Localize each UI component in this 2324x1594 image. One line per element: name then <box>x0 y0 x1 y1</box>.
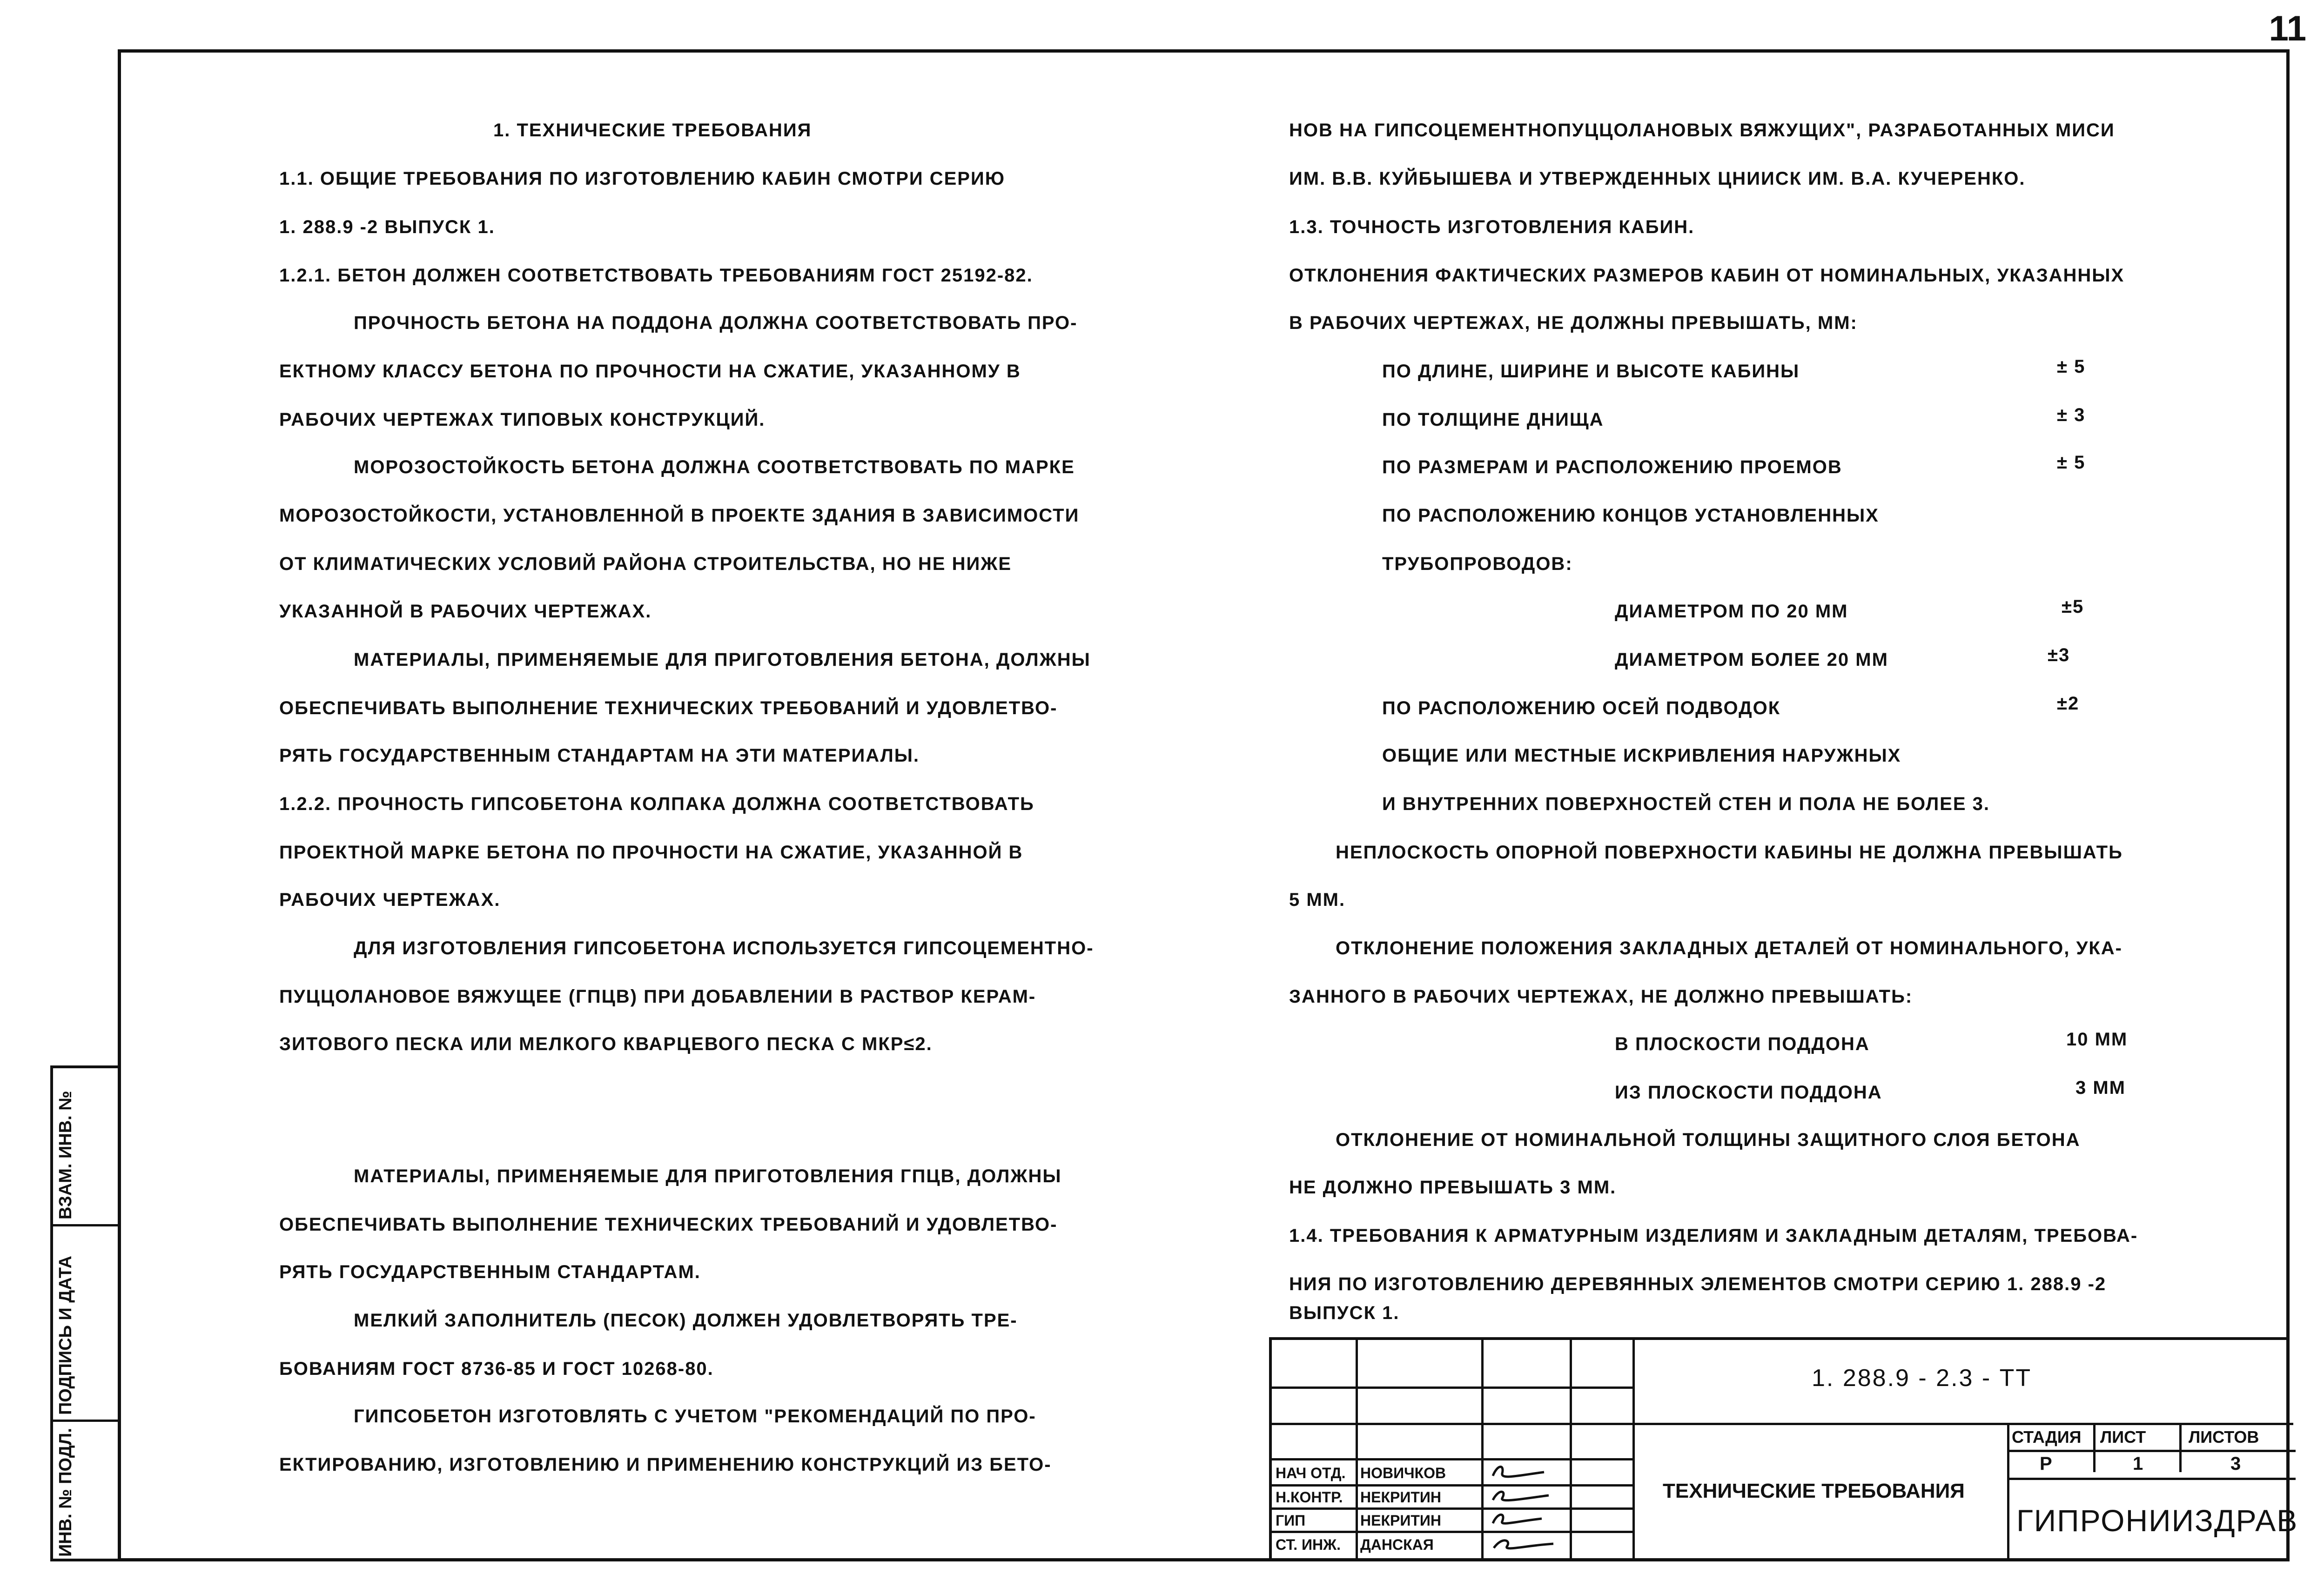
tolerance-value: ±5 <box>2062 596 2084 617</box>
divider <box>2093 1423 2096 1472</box>
tolerance-label: ПО ТОЛЩИНЕ ДНИЩА <box>1382 409 1604 430</box>
side-strip <box>50 1065 118 1561</box>
tolerance-row <box>1615 1082 1882 1103</box>
divider <box>1272 1484 1635 1487</box>
tolerance-label: ПО РАЗМЕРАМ И РАСПОЛОЖЕНИЮ ПРОЕМОВ <box>1382 457 1842 477</box>
tolerance-row <box>1382 554 1573 575</box>
divider <box>2179 1423 2182 1472</box>
tolerance-label: ПО ДЛИНЕ, ШИРИНЕ И ВЫСОТЕ КАБИНЫ <box>1382 361 1800 382</box>
tolerance-row <box>1382 794 1990 815</box>
text-line: 1.1. ОБЩИЕ ТРЕБОВАНИЯ ПО ИЗГОТОВЛЕНИЮ КАБИН СМОТРИ СЕРИЮ <box>279 168 1005 189</box>
tolerance-label: ПО РАСПОЛОЖЕНИЮ ОСЕЙ ПОДВОДОК <box>1382 698 1781 718</box>
sheet-header: ЛИСТ <box>2100 1427 2146 1447</box>
side-label-inv: ИНВ. № ПОДЛ. <box>56 1428 75 1557</box>
divider <box>1356 1340 1358 1559</box>
text-line: РЯТЬ ГОСУДАРСТВЕННЫМ СТАНДАРТАМ. <box>279 1262 701 1282</box>
tolerance-value: ± 5 <box>2057 452 2086 473</box>
stage-value: Р <box>2040 1453 2052 1474</box>
side-cell-vzam <box>53 1068 118 1226</box>
divider <box>1272 1507 1635 1510</box>
text-line: НИЯ ПО ИЗГОТОВЛЕНИЮ ДЕРЕВЯННЫХ ЭЛЕМЕНТОВ СМОТРИ СЕРИЮ 1. 288.9 -2 <box>1289 1274 2107 1294</box>
tolerance-row <box>1382 361 1800 382</box>
text-line: ГИПСОБЕТОН ИЗГОТОВЛЯТЬ С УЧЕТОМ "РЕКОМЕНДАЦИЙ ПО ПРО- <box>354 1406 1036 1427</box>
divider <box>1632 1340 1635 1559</box>
text-line: ИМ. В.В. КУЙБЫШЕВА И УТВЕРЖДЕННЫХ ЦНИИСК ИМ. В.А. КУЧЕРЕНКО. <box>1289 168 2026 189</box>
text-line: 1.2.1. БЕТОН ДОЛЖЕН СООТВЕТСТВОВАТЬ ТРЕБОВАНИЯМ ГОСТ 25192-82. <box>279 265 1033 286</box>
text-line: ЕКТНОМУ КЛАССУ БЕТОНА ПО ПРОЧНОСТИ НА СЖАТИЕ, УКАЗАННОМУ В <box>279 361 1021 382</box>
text-line: МАТЕРИАЛЫ, ПРИМЕНЯЕМЫЕ ДЛЯ ПРИГОТОВЛЕНИЯ ГПЦВ, ДОЛЖНЫ <box>354 1166 1062 1186</box>
document-code: 1. 288.9 - 2.3 - ТТ <box>1812 1365 2032 1392</box>
page-number: 11 <box>2269 9 2306 48</box>
text-line: МОРОЗОСТОЙКОСТИ, УСТАНОВЛЕННОЙ В ПРОЕКТЕ ЗДАНИЯ В ЗАВИСИМОСТИ <box>279 505 1080 526</box>
tolerance-label: ДИАМЕТРОМ ПО 20 ММ <box>1615 601 1848 622</box>
divider <box>1272 1531 1635 1533</box>
section-heading: 1. ТЕХНИЧЕСКИЕ ТРЕБОВАНИЯ <box>493 120 812 141</box>
text-line: МАТЕРИАЛЫ, ПРИМЕНЯЕМЫЕ ДЛЯ ПРИГОТОВЛЕНИЯ БЕТОНА, ДОЛЖНЫ <box>354 650 1091 670</box>
text-line: БОВАНИЯМ ГОСТ 8736-85 И ГОСТ 10268-80. <box>279 1359 714 1379</box>
handwritten-signatures <box>1488 1462 1563 1560</box>
tolerance-row <box>1382 457 1842 478</box>
text-line: РАБОЧИХ ЧЕРТЕЖАХ ТИПОВЫХ КОНСТРУКЦИЙ. <box>279 409 766 430</box>
text-line: 1.3. ТОЧНОСТЬ ИЗГОТОВЛЕНИЯ КАБИН. <box>1289 217 1695 237</box>
tolerance-value: ± 5 <box>2057 356 2086 377</box>
side-label-podpis: ПОДПИСЬ И ДАТА <box>56 1255 75 1415</box>
text-line: 1.4. ТРЕБОВАНИЯ К АРМАТУРНЫМ ИЗДЕЛИЯМ И ЗАКЛАДНЫМ ДЕТАЛЯМ, ТРЕБОВА- <box>1289 1226 2138 1246</box>
stage-header: СТАДИЯ <box>2012 1427 2082 1447</box>
text-line: 5 ММ. <box>1289 890 1346 910</box>
text-line: ОТ КЛИМАТИЧЕСКИХ УСЛОВИЙ РАЙОНА СТРОИТЕЛЬСТВА, НО НЕ НИЖЕ <box>279 554 1012 574</box>
signature-name: ДАНСКАЯ <box>1360 1536 1434 1553</box>
divider <box>2007 1423 2009 1559</box>
side-cell-podpis <box>53 1226 118 1422</box>
divider <box>1272 1458 1635 1460</box>
divider <box>1570 1340 1572 1559</box>
signature-role: НАЧ ОТД. <box>1276 1465 1346 1481</box>
title-block <box>1269 1337 2298 1561</box>
text-line: ВЫПУСК 1. <box>1289 1303 1400 1323</box>
text-line: ОБЕСПЕЧИВАТЬ ВЫПОЛНЕНИЕ ТЕХНИЧЕСКИХ ТРЕБОВАНИЙ И УДОВЛЕТВО- <box>279 698 1058 718</box>
tolerance-label: ПО РАСПОЛОЖЕНИЮ КОНЦОВ УСТАНОВЛЕННЫХ <box>1382 505 1879 526</box>
text-line: 1.2.2. ПРОЧНОСТЬ ГИПСОБЕТОНА КОЛПАКА ДОЛЖНА СООТВЕТСТВОВАТЬ <box>279 794 1034 814</box>
tolerance-label: ИЗ ПЛОСКОСТИ ПОДДОНА <box>1615 1082 1882 1103</box>
tolerance-value: 10 ММ <box>2066 1029 2128 1050</box>
tolerance-row <box>1382 698 1780 719</box>
tolerance-row <box>1382 745 1901 766</box>
divider <box>1272 1386 1635 1389</box>
text-line: ОТКЛОНЕНИЕ ПОЛОЖЕНИЯ ЗАКЛАДНЫХ ДЕТАЛЕЙ ОТ НОМИНАЛЬНОГО, УКА- <box>1336 938 2122 958</box>
signature-name: НЕКРИТИН <box>1360 1489 1441 1506</box>
text-line: ДЛЯ ИЗГОТОВЛЕНИЯ ГИПСОБЕТОНА ИСПОЛЬЗУЕТСЯ ГИПСОЦЕМЕНТНО- <box>354 938 1094 958</box>
tolerance-row <box>1615 650 1888 670</box>
text-line: НЕ ДОЛЖНО ПРЕВЫШАТЬ 3 ММ. <box>1289 1177 1617 1198</box>
organization-name: ГИПРОНИИЗДРАВ <box>2016 1503 2298 1538</box>
text-line: НЕПЛОСКОСТЬ ОПОРНОЙ ПОВЕРХНОСТИ КАБИНЫ НЕ ДОЛЖНА ПРЕВЫШАТЬ <box>1336 842 2123 863</box>
text-line: В РАБОЧИХ ЧЕРТЕЖАХ, НЕ ДОЛЖНЫ ПРЕВЫШАТЬ, ММ: <box>1289 313 1858 333</box>
signature-name: НОВИЧКОВ <box>1360 1465 1446 1481</box>
signature-role: ГИП <box>1276 1512 1306 1529</box>
tolerance-label: В ПЛОСКОСТИ ПОДДОНА <box>1615 1034 1870 1054</box>
text-line: ПРОЕКТНОЙ МАРКЕ БЕТОНА ПО ПРОЧНОСТИ НА СЖАТИЕ, УКАЗАННОЙ В <box>279 842 1023 863</box>
tolerance-value: 3 ММ <box>2075 1078 2126 1098</box>
signature-name: НЕКРИТИН <box>1360 1512 1441 1529</box>
tolerance-row <box>1615 601 1848 622</box>
tolerance-row <box>1382 505 1879 526</box>
text-line: РЯТЬ ГОСУДАРСТВЕННЫМ СТАНДАРТАМ НА ЭТИ МАТЕРИАЛЫ. <box>279 745 920 766</box>
text-line: УКАЗАННОЙ В РАБОЧИХ ЧЕРТЕЖАХ. <box>279 601 652 622</box>
text-line: ОТКЛОНЕНИЕ ОТ НОМИНАЛЬНОЙ ТОЛЩИНЫ ЗАЩИТНОГО СЛОЯ БЕТОНА <box>1336 1130 2081 1150</box>
text-line: ЕКТИРОВАНИЮ, ИЗГОТОВЛЕНИЮ И ПРИМЕНЕНИЮ КОНСТРУКЦИЙ ИЗ БЕТО- <box>279 1454 1052 1475</box>
text-line: ПРОЧНОСТЬ БЕТОНА НА ПОДДОНА ДОЛЖНА СООТВЕТСТВОВАТЬ ПРО- <box>354 313 1078 333</box>
signature-role: СТ. ИНЖ. <box>1276 1536 1341 1553</box>
divider <box>1272 1423 1635 1425</box>
tolerance-value: ±3 <box>2048 645 2070 665</box>
tolerance-label: ТРУБОПРОВОДОВ: <box>1382 554 1573 574</box>
text-line: 1. 288.9 -2 ВЫПУСК 1. <box>279 217 495 237</box>
sheet-title: ТЕХНИЧЕСКИЕ ТРЕБОВАНИЯ <box>1663 1480 1965 1502</box>
tolerance-label: ДИАМЕТРОМ БОЛЕЕ 20 ММ <box>1615 650 1888 670</box>
text-line: ОТКЛОНЕНИЯ ФАКТИЧЕСКИХ РАЗМЕРОВ КАБИН ОТ НОМИНАЛЬНЫХ, УКАЗАННЫХ <box>1289 265 2125 286</box>
tolerance-label: ОБЩИЕ ИЛИ МЕСТНЫЕ ИСКРИВЛЕНИЯ НАРУЖНЫХ <box>1382 745 1901 766</box>
text-line: ПУЦЦОЛАНОВОЕ ВЯЖУЩЕЕ (ГПЦВ) ПРИ ДОБАВЛЕНИИ В РАСТВОР КЕРАМ- <box>279 986 1036 1007</box>
text-line: НОВ НА ГИПСОЦЕМЕНТНОПУЦЦОЛАНОВЫХ ВЯЖУЩИХ", РАЗРАБОТАННЫХ МИСИ <box>1289 120 2115 141</box>
text-line: ЗАННОГО В РАБОЧИХ ЧЕРТЕЖАХ, НЕ ДОЛЖНО ПРЕВЫШАТЬ: <box>1289 986 1913 1007</box>
tolerance-value: ± 3 <box>2057 405 2086 425</box>
tolerance-row <box>1382 409 1604 430</box>
side-label-vzam: ВЗАМ. ИНВ. № <box>56 1091 75 1219</box>
divider <box>1481 1340 1484 1559</box>
text-line: МОРОЗОСТОЙКОСТЬ БЕТОНА ДОЛЖНА СООТВЕТСТВОВАТЬ ПО МАРКЕ <box>354 457 1075 477</box>
text-line: ЗИТОВОГО ПЕСКА ИЛИ МЕЛКОГО КВАРЦЕВОГО ПЕСКА С MКР≤2. <box>279 1034 933 1054</box>
divider <box>1632 1423 2293 1425</box>
text-line: ОБЕСПЕЧИВАТЬ ВЫПОЛНЕНИЕ ТЕХНИЧЕСКИХ ТРЕБОВАНИЙ И УДОВЛЕТВО- <box>279 1214 1058 1235</box>
tolerance-row <box>1615 1034 1870 1055</box>
text-line: МЕЛКИЙ ЗАПОЛНИТЕЛЬ (ПЕСОК) ДОЛЖЕН УДОВЛЕТВОРЯТЬ ТРЕ- <box>354 1310 1018 1331</box>
sheets-value: 3 <box>2230 1453 2241 1474</box>
text-line: РАБОЧИХ ЧЕРТЕЖАХ. <box>279 890 501 910</box>
divider <box>2007 1450 2296 1452</box>
sheets-header: ЛИСТОВ <box>2189 1427 2259 1447</box>
tolerance-label: И ВНУТРЕННИХ ПОВЕРХНОСТЕЙ СТЕН И ПОЛА НЕ БОЛЕЕ 3. <box>1382 794 1990 814</box>
side-cell-inv <box>53 1422 118 1561</box>
sheet-value: 1 <box>2133 1453 2143 1474</box>
tolerance-value: ±2 <box>2057 693 2080 714</box>
signature-role: Н.КОНТР. <box>1276 1489 1343 1506</box>
divider <box>2007 1478 2296 1480</box>
